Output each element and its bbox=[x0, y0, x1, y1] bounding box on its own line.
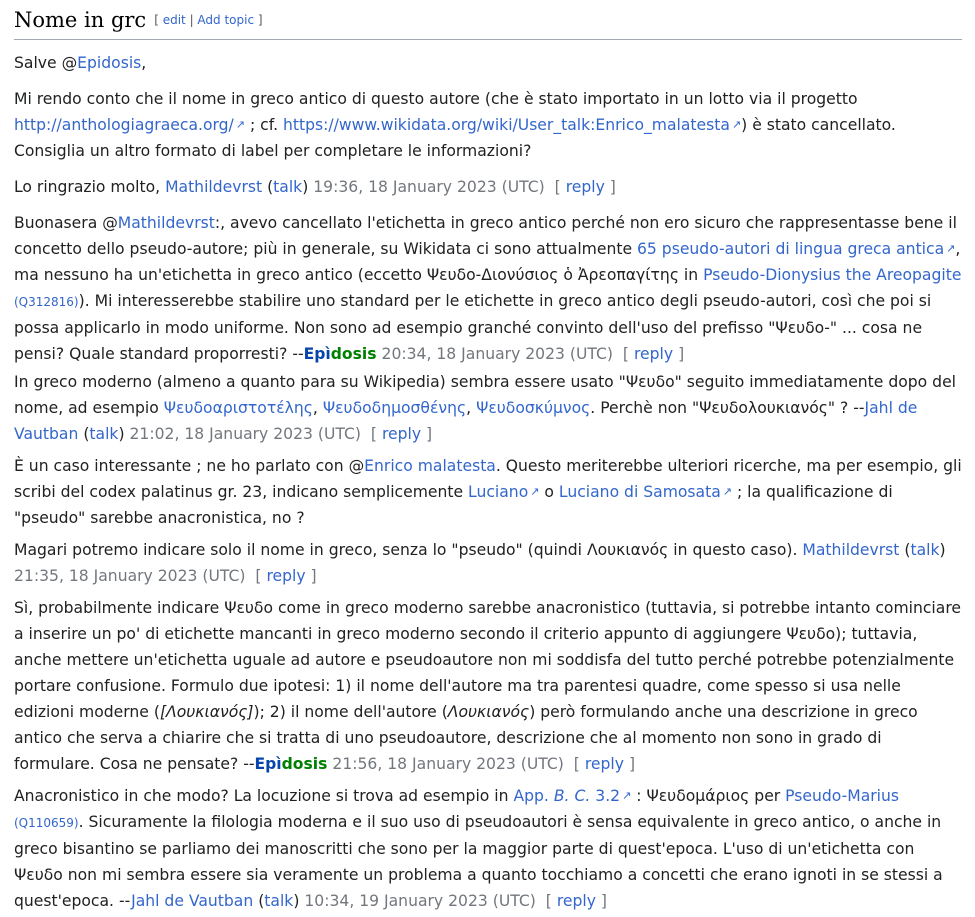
add-topic-link[interactable]: Add topic bbox=[197, 13, 255, 27]
wiki-link-pseudoaristotle[interactable]: Ψευδοαριστοτέλης bbox=[163, 399, 313, 417]
wiki-link-pseudoscymnus[interactable]: Ψευδοσκύμνος bbox=[476, 399, 591, 417]
user-link-epidosis[interactable]: Epìdosis bbox=[303, 345, 377, 363]
timestamp[interactable]: 20:34, 18 January 2023 (UTC) bbox=[381, 345, 613, 363]
reply-link[interactable]: reply bbox=[584, 755, 624, 773]
comment-signature: Lo ringrazio molto, Mathildevrst (talk) 19:36, 18 January 2023 (UTC) [ reply ] bbox=[14, 178, 616, 196]
comment-reply-jahl-1: In greco moderno (almeno a quanto para su Wikipedia) sembra essere usato "Ψευδο" seguito immediatamente dopo del nome, ad esempio Ψευδοαριστοτέλης, Ψευδοδημοσθένης, Ψευδοσκύμνος. Perchè non "Ψευδολουκιανός" ? --Jahl de Vautban (talk) 21:02, 18 January 2023 (UTC) [ reply ] bbox=[14, 373, 956, 443]
reply-link[interactable]: reply bbox=[556, 892, 596, 910]
user-link-jahl-de-vautban[interactable]: Jahl de Vautban bbox=[131, 892, 254, 910]
timestamp[interactable]: 19:36, 18 January 2023 (UTC) bbox=[313, 178, 545, 196]
external-link-appian[interactable]: App. B. C. 3.2 ↗ bbox=[513, 787, 631, 805]
talk-link[interactable]: talk bbox=[89, 425, 119, 443]
qid-label: (Q312816) bbox=[14, 295, 79, 309]
timestamp[interactable]: 21:35, 18 January 2023 (UTC) bbox=[14, 567, 246, 585]
comment-reply-jahl-2: Anacronistico in che modo? La locuzione si trova ad esempio in App. B. C. 3.2 ↗ : Ψευδομάριος per Pseudo-Marius (Q110659). Sicuramente la filologia moderna e il suo uso di pseudoautori è sensa equivalente in greco antico, o anche in greco bisantino se parliamo dei manoscritti che sono per la maggior parte di quest'epoca. L'uso di un'etichetta con Ψευδο non mi sembra essere sia veramente un problema a quanto tocchiamo a concetti che erano ignoti in se stessi a quest'epoca. --Jahl de Vautban (talk) 10:34, 19 January 2023 (UTC) [ reply ] bbox=[14, 783, 962, 914]
user-link-mathildevrst[interactable]: Mathildevrst bbox=[165, 178, 263, 196]
reply-link[interactable]: reply bbox=[565, 178, 605, 196]
qid-label: (Q110659) bbox=[14, 816, 79, 830]
comment-reply-mathildevrst-1: È un caso interessante ; ne ho parlato con @Enrico malatesta. Questo meriterebbe ulteriori ricerche, ma per esempio, gli scribi del codex palatinus gr. 23, indicano semplicemente Luciano ↗ o Luciano di Samosata ↗ ; la qualificazione di "pseudo" sarebbe anacronistica, no ? bbox=[14, 453, 962, 531]
comment-greeting: Salve @Epidosis, bbox=[14, 54, 147, 72]
edit-section-link[interactable]: edit bbox=[162, 13, 186, 27]
section-title: Nome in grc bbox=[14, 8, 147, 32]
item-link-pseudo-dionysius[interactable]: Pseudo-Dionysius the Areopagite bbox=[703, 266, 962, 284]
timestamp[interactable]: 10:34, 19 January 2023 (UTC) bbox=[304, 892, 536, 910]
reply-link[interactable]: reply bbox=[381, 425, 422, 443]
item-link-pseudo-marius[interactable]: Pseudo-Marius bbox=[785, 787, 900, 805]
comment-reply-mathildevrst-2: Magari potremo indicare solo il nome in greco, senza lo "pseudo" (quindi Λουκιανός in questo caso). Mathildevrst (talk) 21:35, 18 January 2023 (UTC) [ reply ] bbox=[14, 541, 946, 585]
wiki-link-pseudodemosthenes[interactable]: Ψευδοδημοσθένης bbox=[322, 399, 467, 417]
timestamp[interactable]: 21:56, 18 January 2023 (UTC) bbox=[332, 755, 564, 773]
talk-link[interactable]: talk bbox=[910, 541, 940, 559]
external-link-pseudo-authors-query[interactable]: 65 pseudo-autori di lingua greca antica ↗ bbox=[637, 240, 955, 258]
comment-body: Mi rendo conto che il nome in greco antico di questo autore (che è stato importato in un lotto via il progetto http://anthologiagraeca.org/ ↗ ; cf. https://www.wikidata.org/wiki/User_talk:Enrico_malatesta ↗ ) è stato cancellato. Consiglia un altro formato di label per completare le informazioni? bbox=[14, 86, 962, 164]
section-edit-links: [ edit | Add topic ] bbox=[154, 13, 263, 27]
talk-link[interactable]: talk bbox=[264, 892, 294, 910]
user-link-jahl-de-vautban[interactable]: Jahl de Vautban bbox=[14, 399, 918, 443]
user-link-epidosis[interactable]: Epìdosis bbox=[254, 755, 328, 773]
section-heading bbox=[14, 4, 962, 40]
reply-link[interactable]: reply bbox=[633, 345, 674, 363]
user-link-mathildevrst[interactable]: Mathildevrst bbox=[117, 214, 215, 232]
talk-link[interactable]: talk bbox=[273, 178, 303, 196]
comment-reply-epidosis-2: Sì, probabilmente indicare Ψευδο come in greco moderno sarebbe anacronistico (tuttavia, si potrebbe intanto cominciare a inserire un po' di etichette mancanti in greco moderno secondo il criterio appunto di aggiungere Ψευδο); tuttavia, anche mettere un'etichetta uguale ad autore e pseudoautore non mi soddisfa del tutto perché potrebbe potenzialmente portare confusione. Formulo due ipotesi: 1) il nome dell'autore ma tra parentesi quadre, come spesso si usa nelle edizioni moderne ([Λουκιανός]); 2) il nome dell'autore (Λουκιανός) però formulando anche una descrizione in greco antico che serva a chiarire che si tratta di uno pseudoautore, descrizione che al momento non sono in grado di formulare. Cosa ne pensate? --Epìdosis 21:56, 18 January 2023 (UTC) [ reply ] bbox=[14, 599, 961, 773]
reply-link[interactable]: reply bbox=[266, 567, 306, 585]
timestamp[interactable]: 21:02, 18 January 2023 (UTC) bbox=[129, 425, 361, 443]
user-link-enrico-malatesta[interactable]: Enrico malatesta bbox=[364, 457, 496, 475]
external-link-luciano[interactable]: Luciano ↗ bbox=[468, 483, 539, 501]
external-link-luciano-di-samosata[interactable]: Luciano di Samosata ↗ bbox=[559, 483, 732, 501]
user-link-epidosis[interactable]: Epidosis bbox=[77, 54, 142, 72]
external-link-wikidata-usertalk[interactable]: https://www.wikidata.org/wiki/User_talk:Enrico_malatesta ↗ bbox=[283, 116, 741, 134]
external-link-anthologia[interactable]: http://anthologiagraeca.org/ ↗ bbox=[14, 116, 245, 134]
user-link-mathildevrst[interactable]: Mathildevrst bbox=[802, 541, 900, 559]
comment-reply-epidosis-1: Buonasera @Mathildevrst:, avevo cancellato l'etichetta in greco antico perché non ero sicuro che rappresentasse bene il concetto dello pseudo-autore; più in generale, su Wikidata ci sono attualmente 65 pseudo-autori di lingua greca antica ↗ , ma nessuno ha un'etichetta in greco antico (eccetto Ψευδο-Διονύσιος ὁ Ἀρεοπαγίτης in Pseudo-Dionysius the Areopagite (Q312816)). Mi interesserebbe stabilire uno standard per le etichette in greco antico degli pseudo-autori, così che poi si possa applicarlo in modo uniforme. Non sono ad esempio granché convinto dell'uso del prefisso "Ψευδο-" ... cosa ne pensi? Quale standard proporresti? --Epìdosis 20:34, 18 January 2023 (UTC) [ reply ] bbox=[14, 210, 962, 367]
